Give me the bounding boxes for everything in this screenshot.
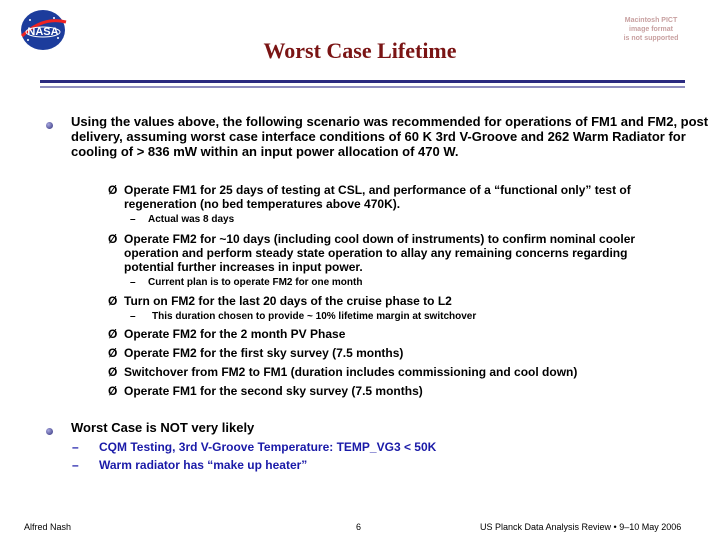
arrow-bullet-icon: Ø [108, 183, 118, 197]
arrow-bullet-icon: Ø [108, 232, 118, 246]
worst-case-bullet-2: Warm radiator has “make up heater” [99, 458, 308, 472]
pict-line: Macintosh PICT [624, 17, 678, 24]
title-rule-thin [40, 86, 685, 88]
bullet-icon [46, 428, 53, 435]
dash-icon: – [130, 311, 136, 322]
dash-icon: – [130, 277, 136, 288]
worst-case-bullet-1: CQM Testing, 3rd V-Groove Temperature: TEMP_VG3 < 50K [99, 440, 437, 454]
item-5-line1: Operate FM2 for the first sky survey (7.5 months) [124, 346, 404, 360]
item-4-line1: Operate FM2 for the 2 month PV Phase [124, 327, 346, 341]
worst-case-heading: Worst Case is NOT very likely [71, 420, 255, 435]
item-3-line1: Turn on FM2 for the last 20 days of the cruise phase to L2 [124, 294, 452, 308]
dash-icon: – [130, 214, 136, 225]
arrow-bullet-icon: Ø [108, 346, 118, 360]
item-1-line1: Operate FM1 for 25 days of testing at CSL, and performance of a “functional only” test of [124, 183, 631, 197]
item-7-line1: Operate FM1 for the second sky survey (7.5 months) [124, 384, 423, 398]
arrow-bullet-icon: Ø [108, 384, 118, 398]
bullet-icon [46, 122, 53, 129]
pict-line: is not supported [623, 35, 679, 42]
item-2-line2: operation and perform steady state operation to allay any remaining concerns regarding [124, 246, 628, 260]
footer-page-number: 6 [356, 522, 362, 532]
item-2-line3: potential further increases in input power. [124, 260, 363, 274]
arrow-bullet-icon: Ø [108, 365, 118, 379]
intro-paragraph: Using the values above, the following scenario was recommended for operations of FM1 and FM2, post delivery, assuming worst case interface conditions of 60 K 3rd V-Groove and 262 Warm Radiator for cooling of > 836 mW within an input power allocation of 470 W. [71, 114, 709, 159]
dash-icon: – [72, 440, 79, 454]
item-6-line1: Switchover from FM2 to FM1 (duration includes commissioning and cool down) [124, 365, 578, 379]
footer-event: US Planck Data Analysis Review • 9–10 May 2006 [480, 522, 682, 532]
slide-title: Worst Case Lifetime [263, 38, 457, 63]
footer-author: Alfred Nash [24, 522, 72, 532]
dash-icon: – [72, 458, 79, 472]
item-3-note: This duration chosen to provide ~ 10% lifetime margin at switchover [152, 311, 477, 322]
arrow-bullet-icon: Ø [108, 327, 118, 341]
item-1-line2: regeneration (no bed temperatures above 470K). [124, 197, 401, 211]
item-1-note: Actual was 8 days [148, 214, 235, 225]
svg-text:NASA: NASA [27, 26, 59, 38]
arrow-bullet-icon: Ø [108, 294, 118, 308]
title-rule [40, 80, 685, 83]
item-2-note: Current plan is to operate FM2 for one month [148, 277, 363, 288]
item-2-line1: Operate FM2 for ~10 days (including cool down of instruments) to confirm nominal cooler [124, 232, 636, 246]
pict-line: image format [629, 26, 673, 33]
